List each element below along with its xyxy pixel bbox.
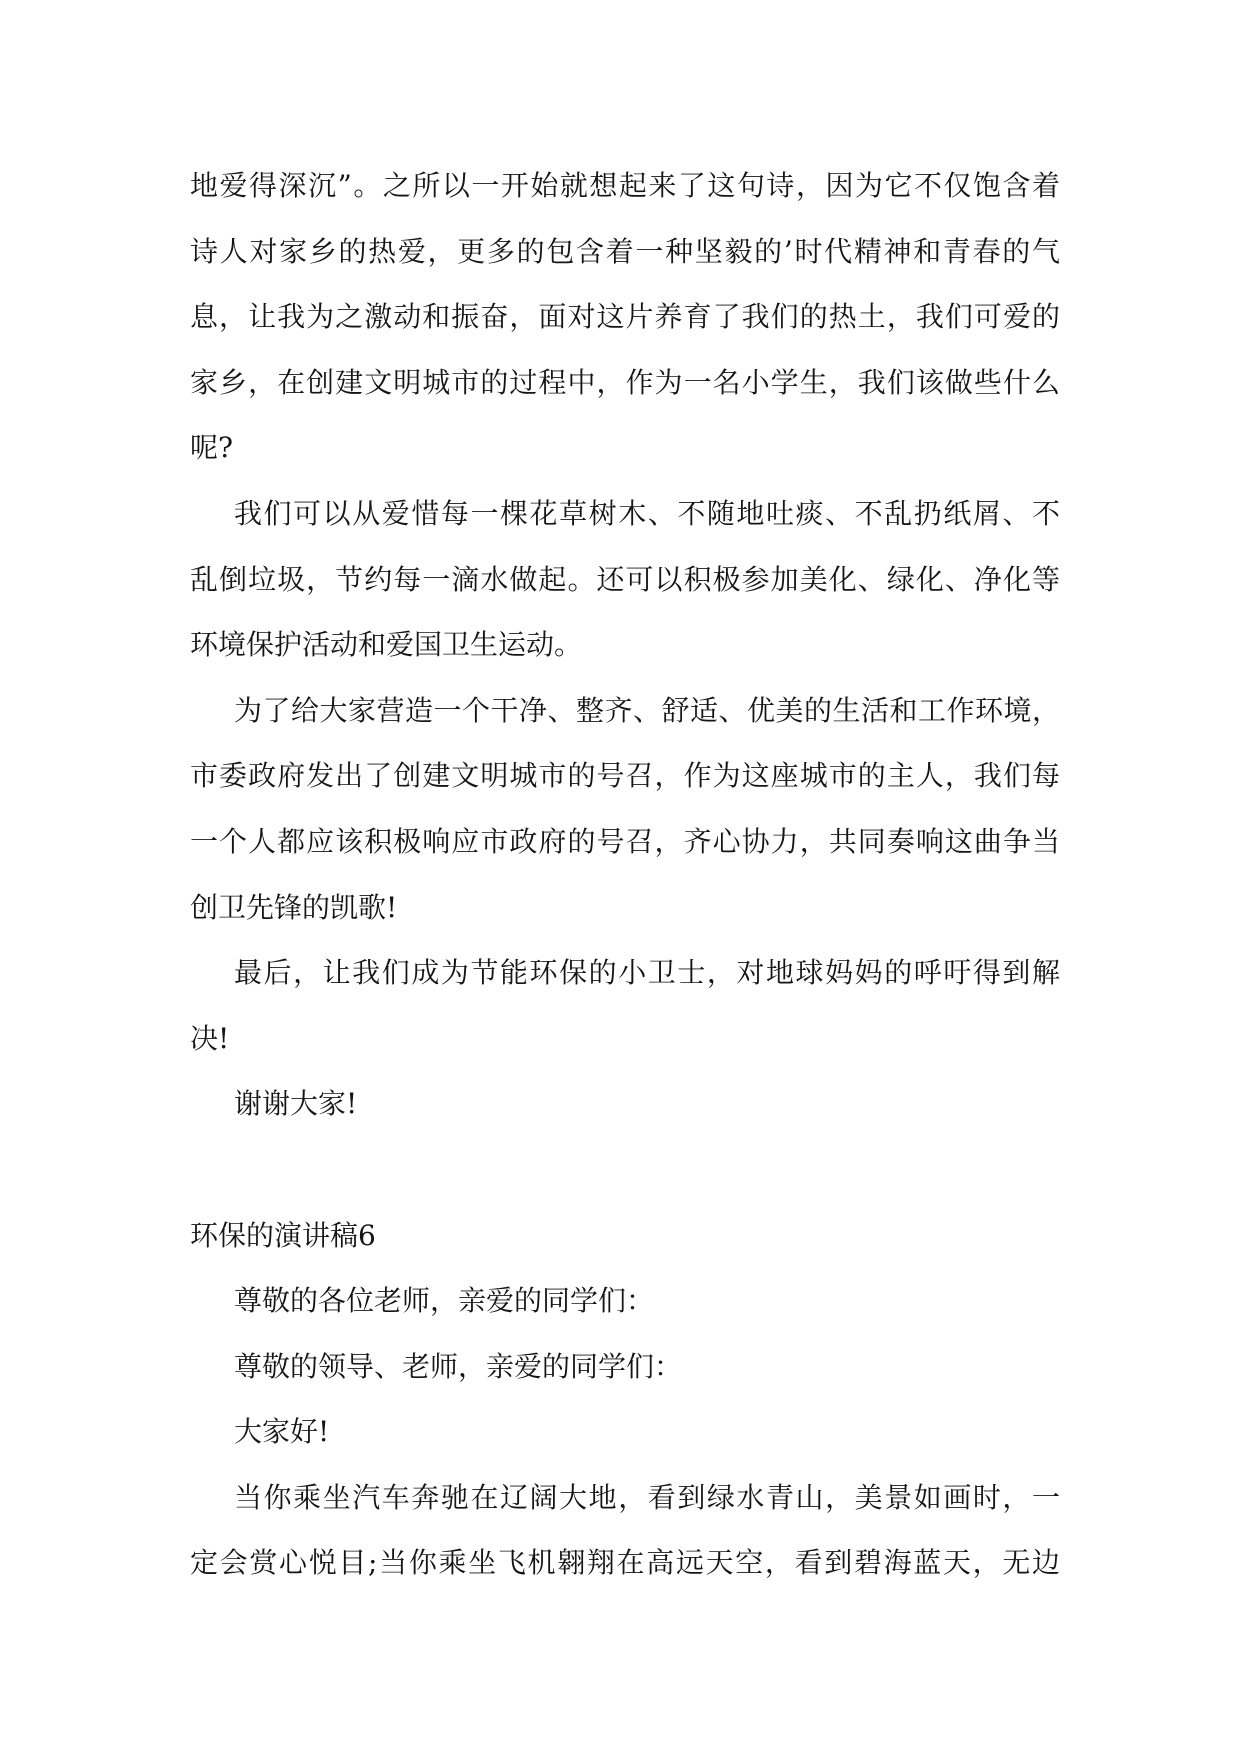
paragraph xyxy=(190,1465,1060,1596)
paragraph xyxy=(190,1399,1060,1465)
text-line: 尊敬的各位老师，亲爱的同学们： xyxy=(234,1284,655,1318)
text-line: 创卫先锋的凯歌! xyxy=(190,890,398,924)
text-line: 乱倒垃圾，节约每一滴水做起。还可以积极参加美化、绿化、净化等 xyxy=(190,562,1060,596)
paragraph xyxy=(190,678,1060,940)
text-line: 市委政府发出了创建文明城市的号召，作为这座城市的主人，我们每 xyxy=(190,759,1060,793)
text-line: 诗人对家乡的热爱，更多的包含着一种坚毅的’时代精神和青春的气 xyxy=(190,234,1060,268)
section-heading-text: 环保的演讲稿6 xyxy=(190,1218,376,1252)
document-body xyxy=(190,153,1060,1596)
text-line: 定会赏心悦目;当你乘坐飞机翱翔在高远天空，看到碧海蓝天，无边 xyxy=(190,1546,1060,1580)
text-line: 家乡，在创建文明城市的过程中，作为一名小学生，我们该做些什么 xyxy=(190,365,1060,399)
text-line: 我们可以从爱惜每一棵花草树木、不随地吐痰、不乱扔纸屑、不 xyxy=(234,496,1060,530)
section-heading xyxy=(190,1203,1060,1269)
text-line: 最后，让我们成为节能环保的小卫士，对地球妈妈的呼吁得到解 xyxy=(234,956,1060,990)
blank-line xyxy=(190,1137,1060,1203)
text-line: 当你乘坐汽车奔驰在辽阔大地，看到绿水青山，美景如画时，一 xyxy=(234,1480,1060,1514)
text-line: 尊敬的领导、老师，亲爱的同学们： xyxy=(234,1349,683,1383)
paragraph xyxy=(190,1334,1060,1400)
paragraph xyxy=(190,1071,1060,1137)
text-line: 为了给大家营造一个干净、整齐、舒适、优美的生活和工作环境， xyxy=(234,693,1060,727)
text-line: 息，让我为之激动和振奋，面对这片养育了我们的热土，我们可爱的 xyxy=(190,300,1060,334)
text-line: 决! xyxy=(190,1021,230,1055)
text-line: 环境保护活动和爱国卫生运动。 xyxy=(190,628,583,662)
text-line: 呢? xyxy=(190,431,234,465)
paragraph xyxy=(190,481,1060,678)
paragraph xyxy=(190,940,1060,1071)
paragraph xyxy=(190,1268,1060,1334)
text-line: 地爱得深沉”。之所以一开始就想起来了这句诗，因为它不仅饱含着 xyxy=(190,169,1060,202)
text-line: 一个人都应该积极响应市政府的号召，齐心协力，共同奏响这曲争当 xyxy=(190,824,1060,858)
text-line: 谢谢大家! xyxy=(234,1087,358,1121)
paragraph xyxy=(190,153,1060,481)
text-line: 大家好! xyxy=(234,1415,330,1449)
